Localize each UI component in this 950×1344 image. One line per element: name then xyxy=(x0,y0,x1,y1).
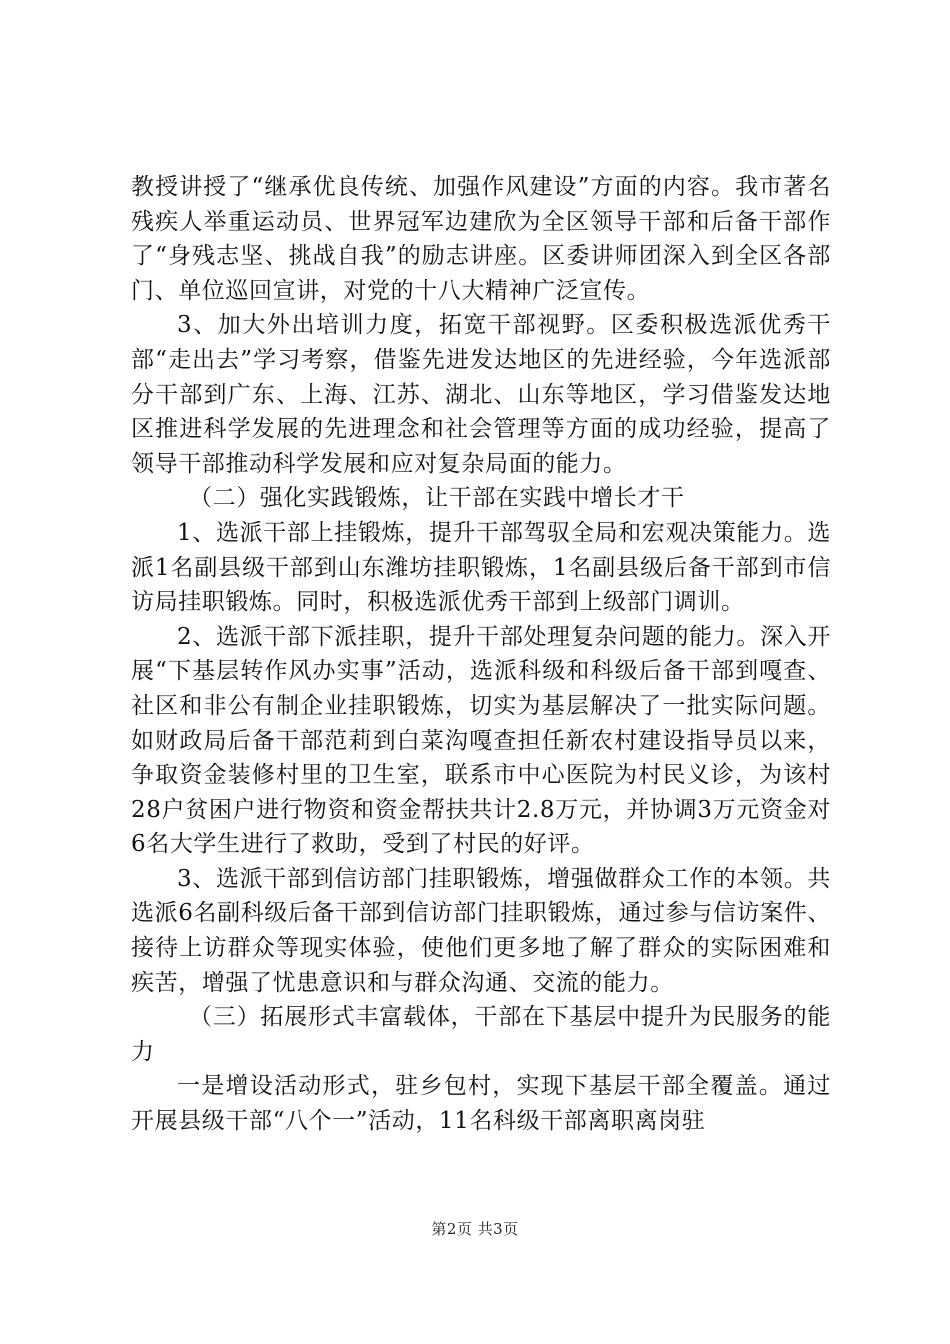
paragraph: 3、选派干部到信访部门挂职锻炼，增强做群众工作的本领。共选派6名副科级后备干部到信访部门挂职锻炼，通过参与信访案件、接待上访群众等现实体验，使他们更多地了解了群众的实际困难和疾苦，增强了忧患意识和与群众沟通、交流的能力。 xyxy=(131,865,831,996)
document-body xyxy=(131,170,831,1139)
section-heading: （二）强化实践锻炼，让干部在实践中增长才干 xyxy=(189,485,685,512)
paragraph: 1、选派干部上挂锻炼，提升干部驾驭全局和宏观决策能力。选派1名副县级干部到山东潍坊挂职锻炼，1名副县级后备干部到市信访局挂职锻炼。同时，积极选派优秀干部到上级部门调训。 xyxy=(131,519,831,616)
paragraph: 一是增设活动形式，驻乡包村，实现下基层干部全覆盖。通过开展县级干部“八个一”活动，11名科级干部离职离岗驻 xyxy=(131,1073,831,1135)
page-number-footer: 第2页 共3页 xyxy=(431,1220,519,1238)
paragraph: 3、加大外出培训力度，拓宽干部视野。区委积极选派优秀干部“走出去”学习考察，借鉴先进发达地区的先进经验，今年选派部分干部到广东、上海、江苏、湖北、山东等地区，学习借鉴发达地区推进科学发展的先进理念和社会管理等方面的成功经验，提高了领导干部推动科学发展和应对复杂局面的能力。 xyxy=(131,312,831,477)
paragraph: 2、选派干部下派挂职，提升干部处理复杂问题的能力。深入开展“下基层转作风办实事”活动，选派科级和科级后备干部到嘎查、社区和非公有制企业挂职锻炼，切实为基层解决了一批实际问题。如财政局后备干部范莉到白菜沟嘎查担任新农村建设指导员以来，争取资金装修村里的卫生室，联系市中心医院为村民义诊，为该村28户贫困户进行物资和资金帮扶共计2.8万元，并协调3万元资金对6名大学生进行了救助，受到了村民的好评。 xyxy=(131,623,831,858)
paragraph: 教授讲授了“继承优良传统、加强作风建设”方面的内容。我市著名残疾人举重运动员、世界冠军边建欣为全区领导干部和后备干部作了“身残志坚、挑战自我”的励志讲座。区委讲师团深入到全区各部门、单位巡回宣讲，对党的十八大精神广泛宣传。 xyxy=(131,174,831,304)
section-heading: （三）拓展形式丰富载体，干部在下基层中提升为民服务的能力 xyxy=(131,1004,831,1065)
